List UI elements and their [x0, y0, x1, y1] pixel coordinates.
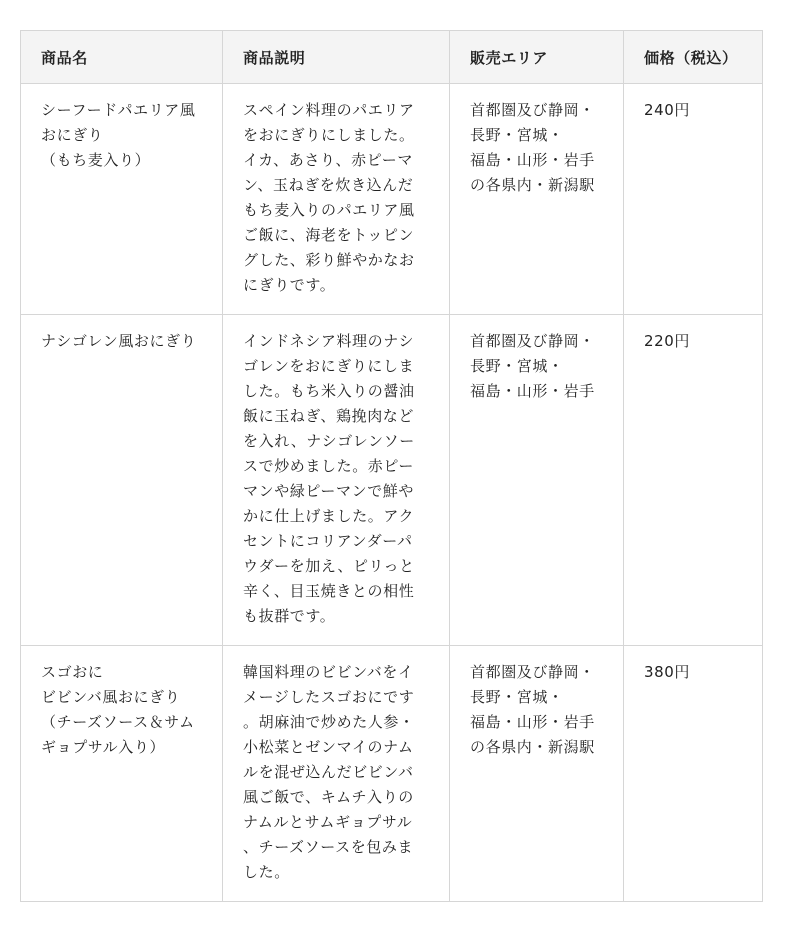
- product-description-cell: [223, 646, 450, 902]
- price-cell: [624, 315, 763, 646]
- product-description: スペイン料理のパエリア をおにぎりにしました。 イカ、あさり、赤ピーマ ン、玉ねぎを炊き込んだ もち麦入りのパエリア風 ご飯に、海老をトッピン グした、彩り鮮やかなお にぎりです。: [243, 101, 415, 294]
- sales-area: 首都圏及び静岡・ 長野・宮城・ 福島・山形・岩手: [470, 332, 595, 400]
- price: 380円: [644, 663, 691, 681]
- price: 220円: [644, 332, 691, 350]
- sales-area: 首都圏及び静岡・ 長野・宮城・ 福島・山形・岩手 の各県内・新潟駅: [470, 101, 595, 194]
- product-name: ナシゴレン風おにぎり: [41, 332, 197, 350]
- product-description: インドネシア料理のナシ ゴレンをおにぎりにしま した。もち米入りの醤油 飯に玉ねぎ、鶏挽肉など を入れ、ナシゴレンソー スで炒めました。赤ピー マンや緑ピーマンで鮮や かに仕上げました。アク セントにコリアンダーパ ウダーを加え、ピリっと 辛く、目玉焼きとの相性 も抜群です。: [243, 332, 415, 625]
- table-row: [21, 84, 763, 315]
- table-header-row: [21, 31, 763, 84]
- product-description-cell: [223, 315, 450, 646]
- header-product-name: 商品名: [21, 31, 223, 84]
- product-name: スゴおに ビビンバ風おにぎり （チーズソース＆サム ギョプサル入り）: [41, 663, 195, 756]
- product-name: シーフードパエリア風 おにぎり （もち麦入り）: [41, 101, 196, 169]
- table-row: [21, 315, 763, 646]
- price-cell: [624, 646, 763, 902]
- header-sales-area: 販売エリア: [450, 31, 624, 84]
- product-name-cell: [21, 315, 223, 646]
- product-description-cell: [223, 84, 450, 315]
- product-name-cell: [21, 646, 223, 902]
- sales-area-cell: [450, 646, 624, 902]
- header-price: 価格（税込）: [624, 31, 763, 84]
- product-name-cell: [21, 84, 223, 315]
- price: 240円: [644, 101, 691, 119]
- table-row: [21, 646, 763, 902]
- sales-area-cell: [450, 315, 624, 646]
- product-table: [20, 30, 763, 902]
- header-product-description: 商品説明: [223, 31, 450, 84]
- sales-area: 首都圏及び静岡・ 長野・宮城・ 福島・山形・岩手 の各県内・新潟駅: [470, 663, 595, 756]
- price-cell: [624, 84, 763, 315]
- sales-area-cell: [450, 84, 624, 315]
- product-description: 韓国料理のビビンバをイ メージしたスゴおにです 。胡麻油で炒めた人参・ 小松菜とゼンマイのナム ルを混ぜ込んだビビンバ 風ご飯で、キムチ入りの ナムルとサムギョプサル 、チーズソースを包みま した。: [243, 663, 415, 881]
